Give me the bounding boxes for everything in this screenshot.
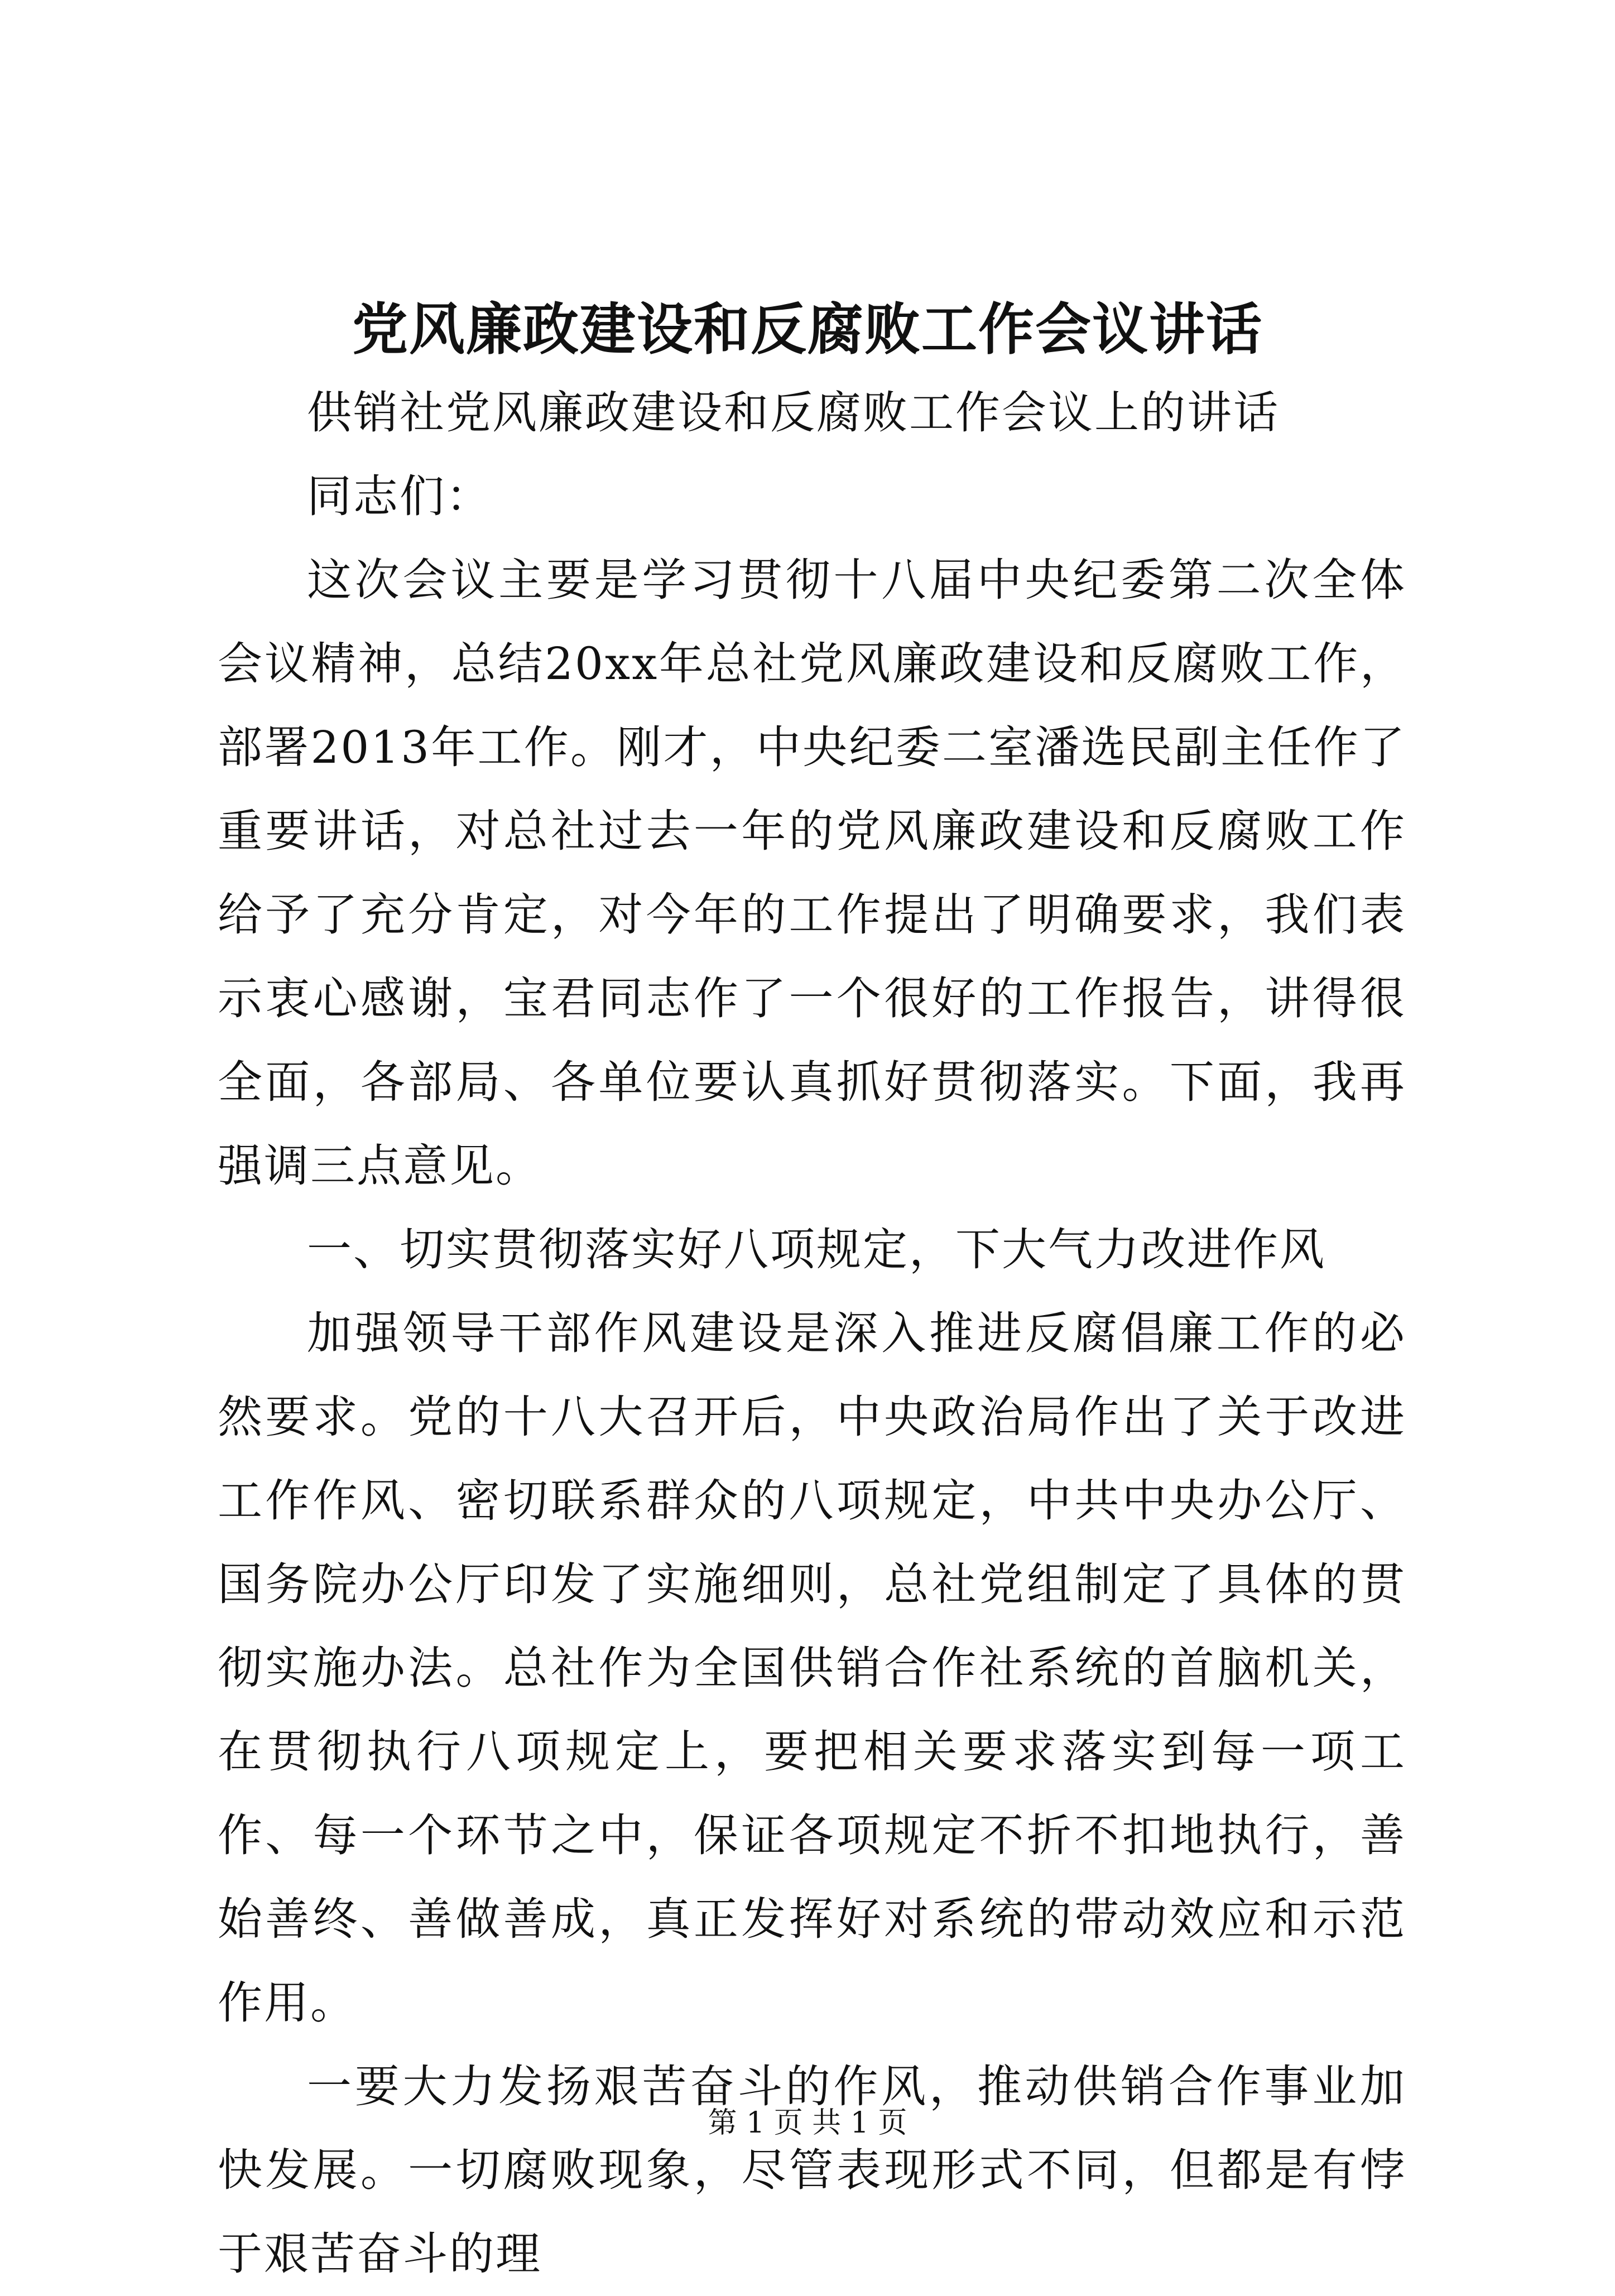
- subtitle-paragraph: 供销社党风廉政建设和反腐败工作会议上的讲话: [307, 387, 1280, 439]
- intro-paragraph: 这次会议主要是学习贯彻十八届中央纪委第二次全体会议精神，总结20xx年总社党风廉政建设和反腐败工作，部署2013年工作。刚才，中央纪委二室潘选民副主任作了重要讲话，对总社过去一年的党风廉政建设和反腐败工作给予了充分肯定，对今年的工作提出了明确要求，我们表示衷心感谢，宝君同志作了一个很好的工作报告，讲得很全面，各部局、各单位要认真抓好贯彻落实。下面，我再强调三点意见。: [218, 554, 1406, 1192]
- page-footer: 第 1 页 共 1 页: [708, 2106, 907, 2140]
- body-paragraph: 加强领导干部作风建设是深入推进反腐倡廉工作的必然要求。党的十八大召开后，中央政治局作出了关于改进工作作风、密切联系群众的八项规定，中共中央办公厅、国务院办公厅印发了实施细则，总社党组制定了具体的贯彻实施办法。总社作为全国供销合作社系统的首脑机关，在贯彻执行八项规定上，要把相关要求落实到每一项工作、每一个环节之中，保证各项规定不折不扣地执行，善始善终、善做善成，真正发挥好对系统的带动效应和示范作用。: [218, 1307, 1406, 2029]
- section-heading: 一、切实贯彻落实好八项规定，下大气力改进作风: [307, 1224, 1326, 1275]
- document-title: 党风廉政建设和反腐败工作会议讲话: [352, 296, 1263, 362]
- salutation-paragraph: 同志们：: [307, 470, 492, 522]
- document-body: [218, 371, 1406, 2296]
- body-paragraph: 一要大力发扬艰苦奋斗的作风，推动供销合作事业加快发展。一切腐败现象，尽管表现形式不同，但都是有悖于艰苦奋斗的理: [218, 2061, 1406, 2280]
